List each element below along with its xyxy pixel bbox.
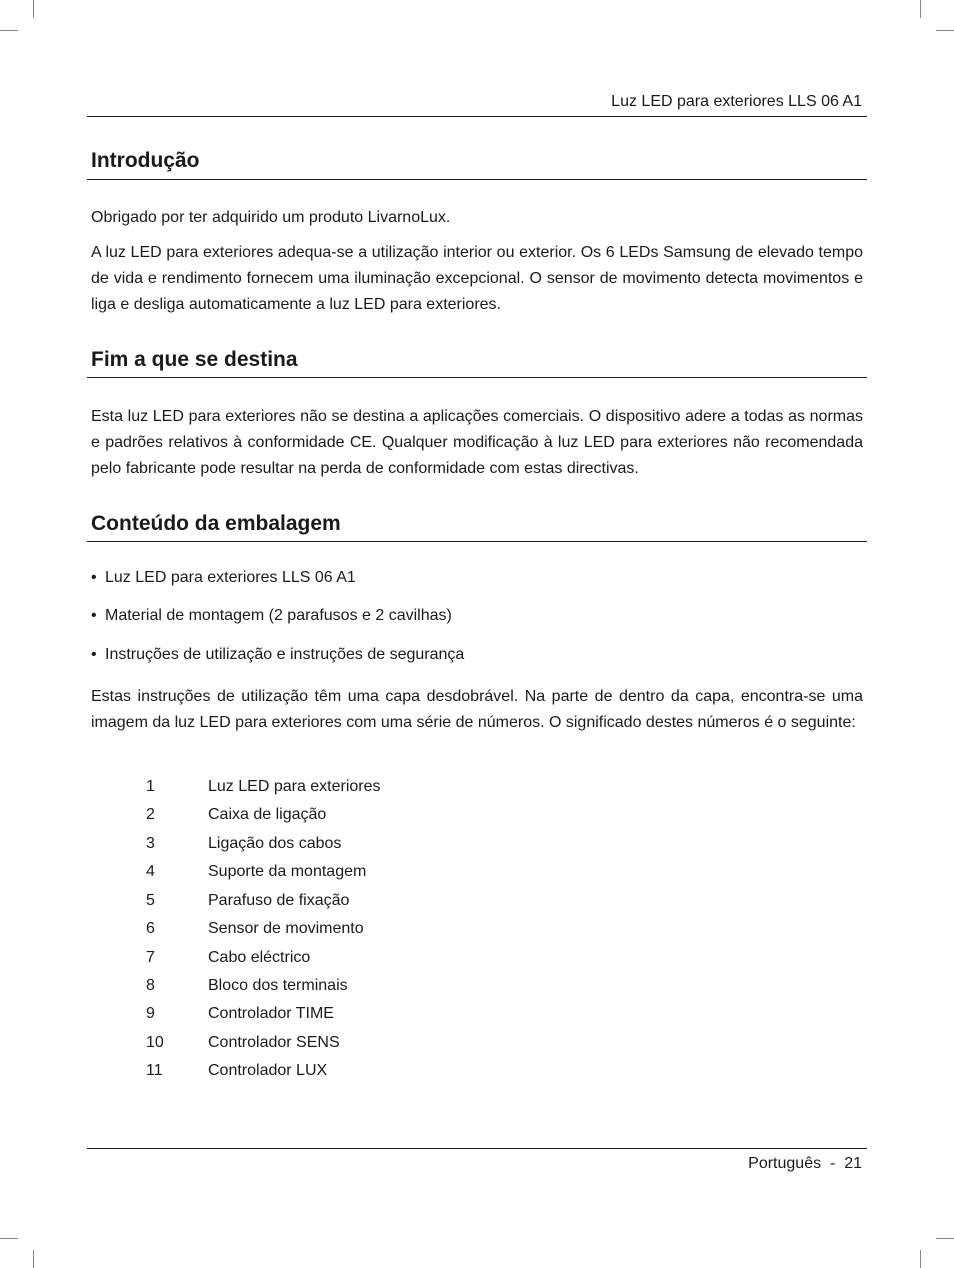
crop-mark <box>936 1238 954 1239</box>
part-number: 11 <box>146 1062 163 1079</box>
crop-mark <box>920 1250 921 1268</box>
intended-use-paragraph: Esta luz LED para exteriores não se destina a aplicações comerciais. O dispositivo adere a todas as normas e padrões relativos à conformidade CE. Qualquer modificação à luz LED para exteriores não recomendada pelo fabricante pode resultar na perda de conformidade com estas directivas. <box>91 408 863 477</box>
part-number: 1 <box>146 778 155 795</box>
page-number: Português - 21 <box>748 1155 862 1172</box>
section-heading-fim: Fim a que se destina <box>91 348 298 371</box>
bullet-icon: • <box>91 607 97 624</box>
part-number: 9 <box>146 1005 155 1022</box>
part-label: Caixa de ligação <box>208 806 327 823</box>
part-number: 5 <box>146 892 155 909</box>
part-label: Sensor de movimento <box>208 920 364 937</box>
crop-mark <box>33 1250 34 1268</box>
part-label: Parafuso de fixação <box>208 892 350 909</box>
section-heading-introducao: Introdução <box>91 149 200 172</box>
bullet-icon: • <box>91 569 97 586</box>
crop-mark <box>936 30 954 31</box>
section-rule <box>87 377 867 378</box>
part-number: 10 <box>146 1034 164 1051</box>
part-number: 2 <box>146 806 155 823</box>
crop-mark <box>0 30 18 31</box>
running-header: Luz LED para exteriores LLS 06 A1 <box>611 93 862 110</box>
header-rule <box>87 116 867 117</box>
list-item-label: Instruções de utilização e instruções de segurança <box>105 646 465 663</box>
intro-description-paragraph: A luz LED para exteriores adequa-se a utilização interior ou exterior. Os 6 LEDs Samsung de elevado tempo de vida e rendimento fornecem uma iluminação excepcional. O sensor de movimento detecta movimentos e liga e desliga automaticamente a luz LED para exteriores. <box>91 244 863 313</box>
part-number: 6 <box>146 920 155 937</box>
part-label: Luz LED para exteriores <box>208 778 381 795</box>
part-label: Controlador LUX <box>208 1062 328 1079</box>
part-label: Ligação dos cabos <box>208 835 342 852</box>
list-item <box>91 607 452 625</box>
part-label: Controlador TIME <box>208 1005 334 1022</box>
footer-rule <box>87 1148 867 1149</box>
part-label: Bloco dos terminais <box>208 977 348 994</box>
crop-mark <box>920 0 921 18</box>
crop-mark <box>0 1238 18 1239</box>
part-number: 8 <box>146 977 155 994</box>
list-item <box>91 569 356 587</box>
list-item-label: Material de montagem (2 parafusos e 2 cavilhas) <box>105 607 452 624</box>
part-number: 4 <box>146 863 155 880</box>
intro-thanks-paragraph: Obrigado por ter adquirido um produto LivarnoLux. <box>91 209 451 226</box>
part-number: 3 <box>146 835 155 852</box>
part-number: 7 <box>146 949 155 966</box>
list-item-label: Luz LED para exteriores LLS 06 A1 <box>105 569 356 586</box>
part-label: Cabo eléctrico <box>208 949 311 966</box>
list-item <box>91 646 464 664</box>
section-heading-conteudo: Conteúdo da embalagem <box>91 512 341 535</box>
bullet-icon: • <box>91 646 97 663</box>
crop-mark <box>33 0 34 18</box>
part-label: Suporte da montagem <box>208 863 367 880</box>
part-label: Controlador SENS <box>208 1034 340 1051</box>
foldout-paragraph: Estas instruções de utilização têm uma capa desdobrável. Na parte de dentro da capa, encontra-se uma imagem da luz LED para exteriores com uma série de números. O significado destes números é o seguinte: <box>91 688 863 731</box>
section-rule <box>87 179 867 180</box>
section-rule <box>87 541 867 542</box>
